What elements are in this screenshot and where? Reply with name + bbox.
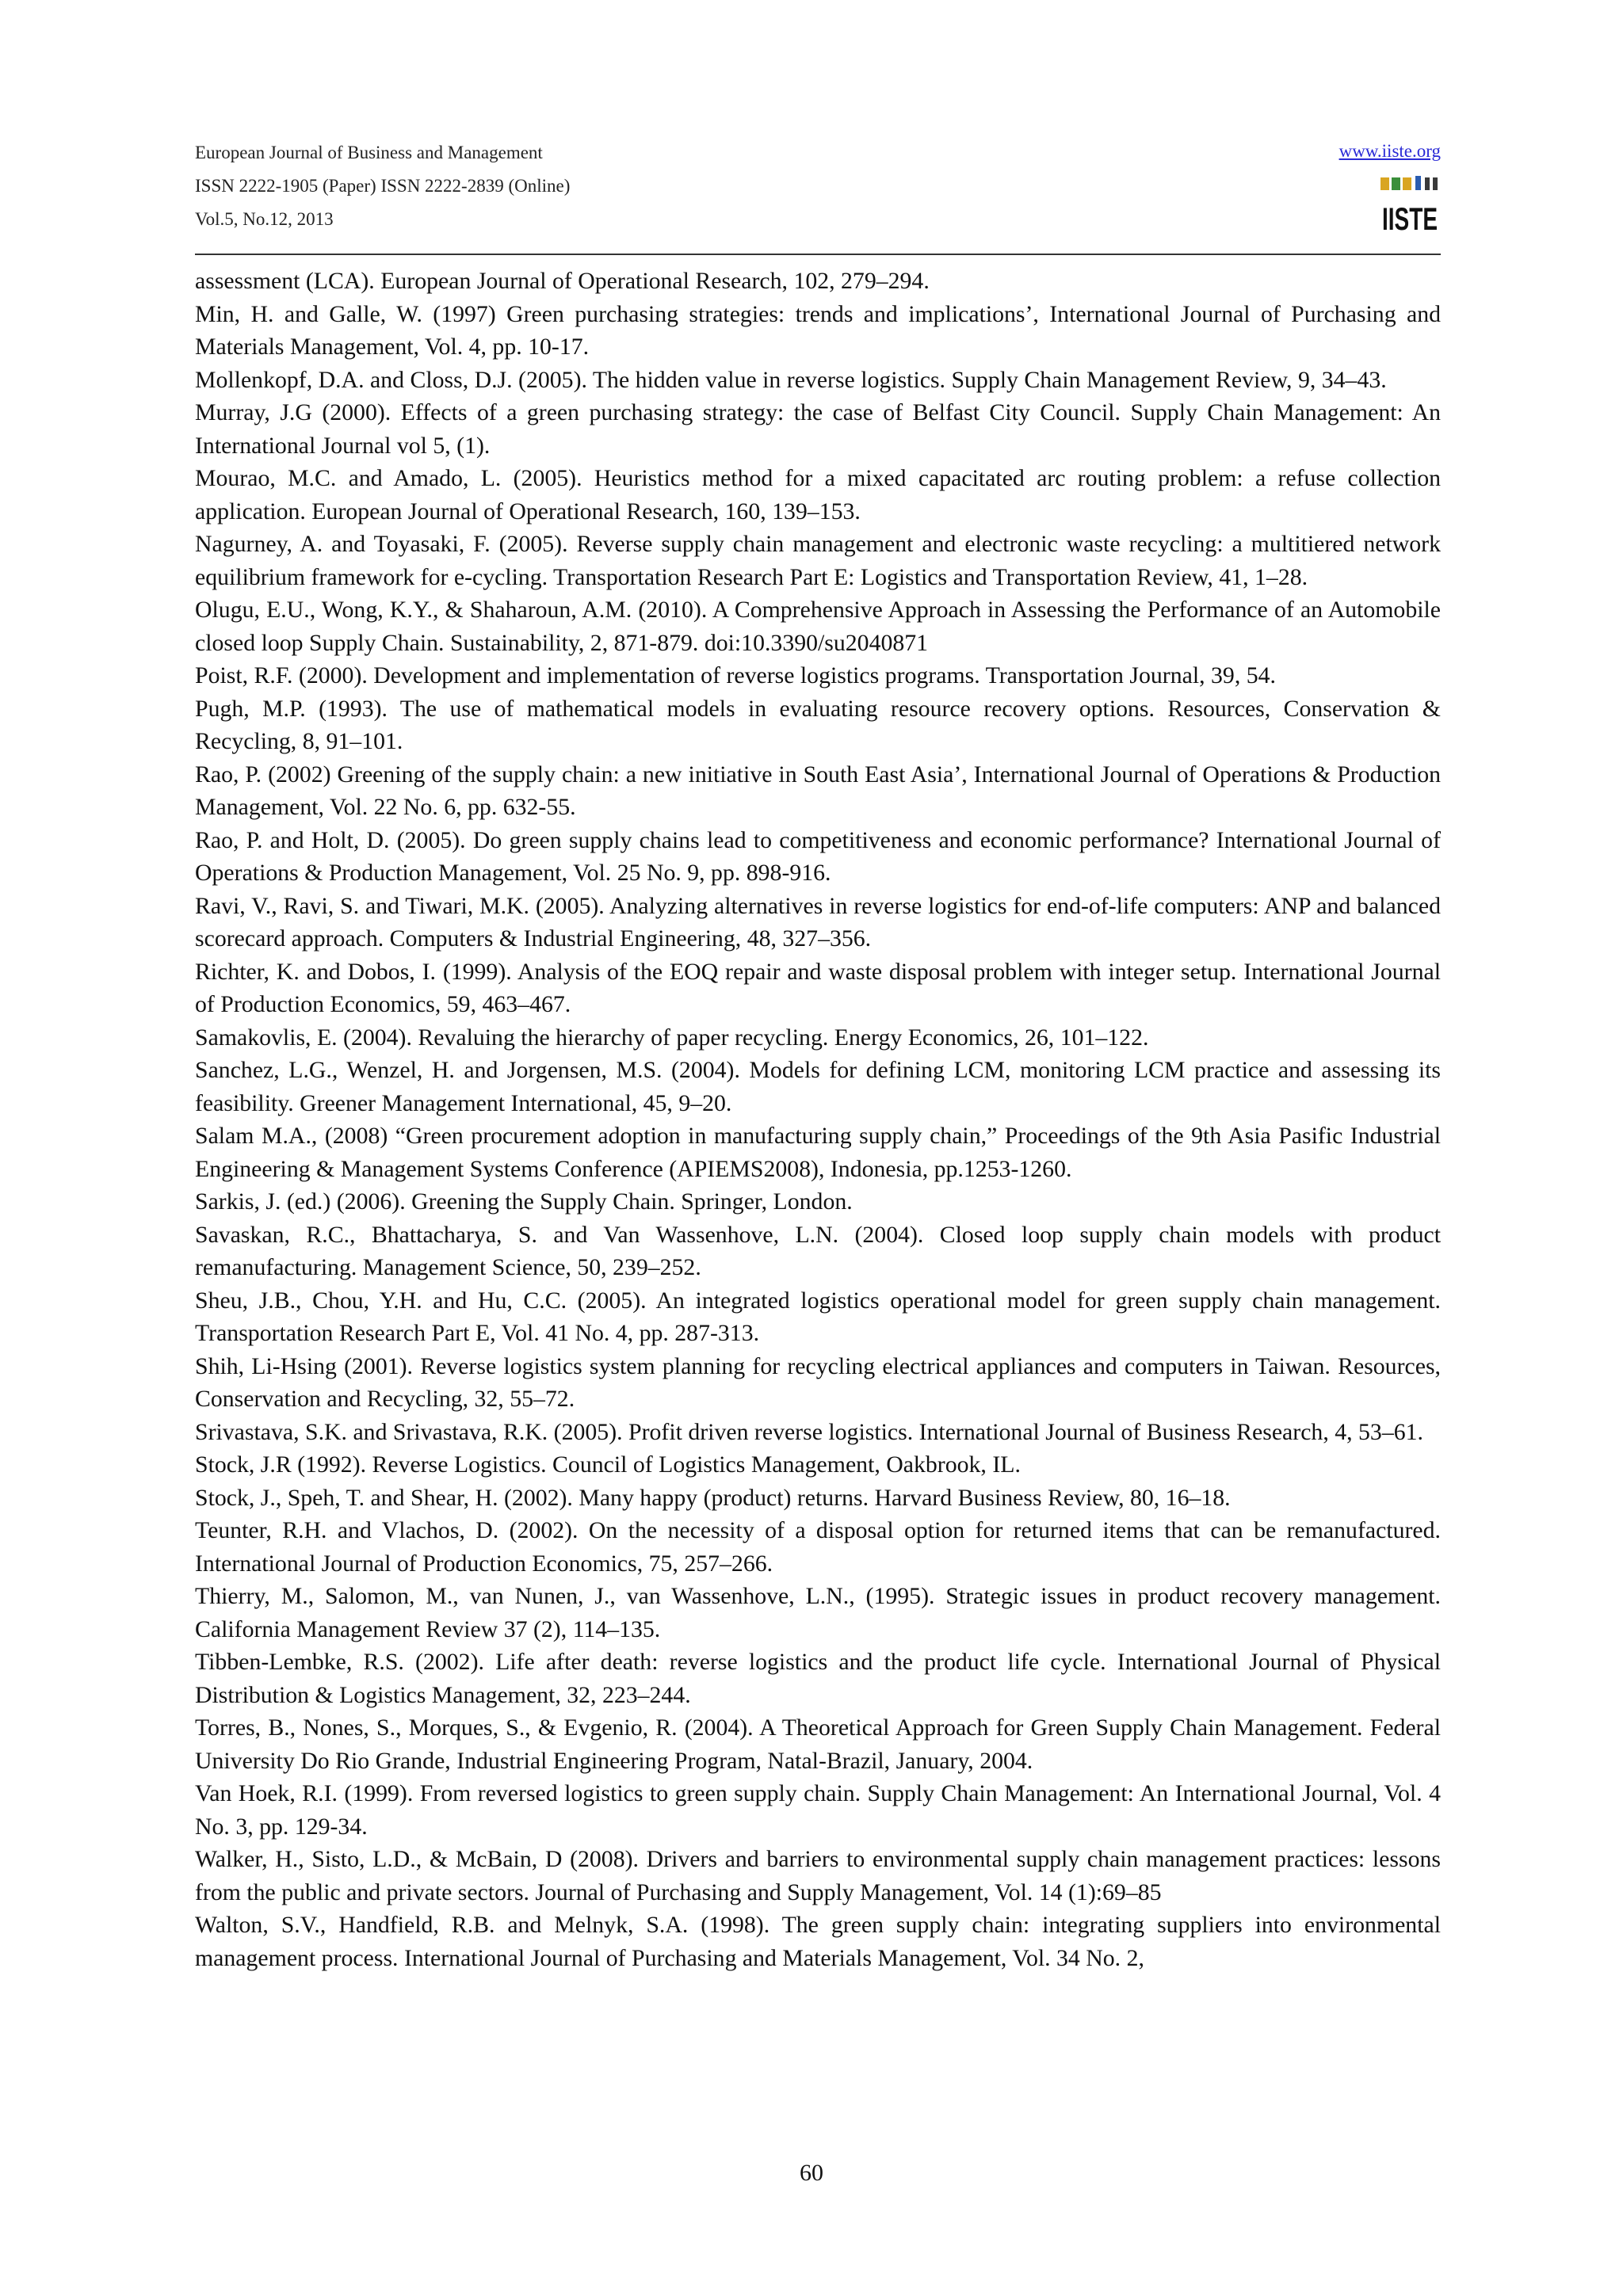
reference-item: Olugu, E.U., Wong, K.Y., & Shaharoun, A.M. (2010). A Comprehensive Approach in Assessing the Performance of an Automobile closed loop Supply Chain. Sustainability, 2, 871-879. doi:10.3390/su2040871 [195,597,1441,656]
reference-item: Mollenkopf, D.A. and Closs, D.J. (2005). The hidden value in reverse logistics. Supply Chain Management Review, 9, 34–43. [195,366,1387,393]
iiste-logo [1381,176,1439,235]
reference-item: Pugh, M.P. (1993). The use of mathematical models in evaluating resource recovery options. Resources, Conservation & Recycling, 8, 91–101. [195,695,1441,754]
reference-item: Thierry, M., Salomon, M., van Nunen, J., van Wassenhove, L.N., (1995). Strategic issues in product recovery management. California Management Review 37 (2), 114–135. [195,1583,1441,1642]
reference-list [195,265,1441,1974]
reference-item: Torres, B., Nones, S., Morques, S., & Evgenio, R. (2004). A Theoretical Approach for Green Supply Chain Management. Federal University Do Rio Grande, Industrial Engineering Program, Natal-Brazil, January, 2004. [195,1714,1441,1774]
reference-item: Rao, P. and Holt, D. (2005). Do green supply chains lead to competitiveness and economic performance? International Journal of Operations & Production Management, Vol. 25 No. 9, pp. 898-916. [195,826,1441,886]
reference-item: Samakovlis, E. (2004). Revaluing the hierarchy of paper recycling. Energy Economics, 26, 101–122. [195,1024,1149,1051]
page-number: 60 [800,2160,823,2186]
reference-item: Teunter, R.H. and Vlachos, D. (2002). On the necessity of a disposal option for returned items that can be remanufactured. International Journal of Production Economics, 75, 257–266. [195,1517,1441,1577]
reference-item: Salam M.A., (2008) “Green procurement adoption in manufacturing supply chain,” Proceedings of the 9th Asia Pasific Industrial Engineering & Management Systems Conference (APIEMS2008), Indonesia, pp.1253-1260. [195,1123,1441,1182]
reference-item: Stock, J., Speh, T. and Shear, H. (2002). Many happy (product) returns. Harvard Business Review, 80, 16–18. [195,1484,1231,1511]
logo-wordmark: IISTE [1382,202,1438,237]
reference-item: Shih, Li-Hsing (2001). Reverse logistics system planning for recycling electrical appliances and computers in Taiwan. Resources, Conservation and Recycling, 32, 55–72. [195,1352,1441,1412]
header-rule [195,254,1441,255]
reference-item: Van Hoek, R.I. (1999). From reversed logistics to green supply chain. Supply Chain Management: An International Journal, Vol. 4 No. 3, pp. 129-34. [195,1780,1441,1840]
reference-item: Savaskan, R.C., Bhattacharya, S. and Van Wassenhove, L.N. (2004). Closed loop supply chain models with product remanufacturing. Management Science, 50, 239–252. [195,1221,1441,1280]
reference-item: Mourao, M.C. and Amado, L. (2005). Heuristics method for a mixed capacitated arc routing problem: a refuse collection application. European Journal of Operational Research, 160, 139–153. [195,465,1441,524]
reference-item: Walker, H., Sisto, L.D., & McBain, D (2008). Drivers and barriers to environmental supply chain management practices: lessons from the public and private sectors. Journal of Purchasing and Supply Management, Vol. 14 (1):69–85 [195,1846,1441,1905]
reference-item: Tibben-Lembke, R.S. (2002). Life after death: reverse logistics and the product life cycle. International Journal of Physical Distribution & Logistics Management, 32, 223–244. [195,1649,1441,1708]
reference-item: Murray, J.G (2000). Effects of a green purchasing strategy: the case of Belfast City Council. Supply Chain Management: An International Journal vol 5, (1). [195,399,1441,459]
reference-item: Walton, S.V., Handfield, R.B. and Melnyk, S.A. (1998). The green supply chain: integrating suppliers into environmental management process. International Journal of Purchasing and Materials Management, Vol. 34 No. 2, [195,1912,1441,1971]
page-header [195,133,1441,244]
reference-item: Srivastava, S.K. and Srivastava, R.K. (2005). Profit driven reverse logistics. International Journal of Business Research, 4, 53–61. [195,1418,1423,1445]
reference-item: Rao, P. (2002) Greening of the supply chain: a new initiative in South East Asia’, International Journal of Operations & Production Management, Vol. 22 No. 6, pp. 632-55. [195,761,1441,820]
volume-line: Vol.5, No.12, 2013 [195,209,334,229]
reference-item: Min, H. and Galle, W. (1997) Green purchasing strategies: trends and implications’, International Journal of Purchasing and Materials Management, Vol. 4, pp. 10-17. [195,300,1441,360]
reference-item: Richter, K. and Dobos, I. (1999). Analysis of the EOQ repair and waste disposal problem with integer setup. International Journal of Production Economics, 59, 463–467. [195,958,1441,1017]
reference-item: Sanchez, L.G., Wenzel, H. and Jorgensen, M.S. (2004). Models for defining LCM, monitoring LCM practice and assessing its feasibility. Greener Management International, 45, 9–20. [195,1057,1441,1116]
reference-item: Poist, R.F. (2000). Development and implementation of reverse logistics programs. Transportation Journal, 39, 54. [195,662,1276,688]
journal-title: European Journal of Business and Management [195,143,543,162]
reference-item: Sarkis, J. (ed.) (2006). Greening the Supply Chain. Springer, London. [195,1188,853,1215]
reference-item: Ravi, V., Ravi, S. and Tiwari, M.K. (2005). Analyzing alternatives in reverse logistics for end-of-life computers: ANP and balanced scorecard approach. Computers & Industrial Engineering, 48, 327–356. [195,892,1441,952]
reference-item: assessment (LCA). European Journal of Operational Research, 102, 279–294. [195,268,930,294]
issn-line: ISSN 2222-1905 (Paper) ISSN 2222-2839 (Online) [195,176,571,196]
reference-item: Stock, J.R (1992). Reverse Logistics. Council of Logistics Management, Oakbrook, IL. [195,1451,1021,1478]
reference-item: Nagurney, A. and Toyasaki, F. (2005). Reverse supply chain management and electronic waste recycling: a multitiered network equilibrium framework for e-cycling. Transportation Research Part E: Logistics and Transportation Review, 41, 1–28. [195,531,1441,590]
reference-item: Sheu, J.B., Chou, Y.H. and Hu, C.C. (2005). An integrated logistics operational model for green supply chain management. Transportation Research Part E, Vol. 41 No. 4, pp. 287-313. [195,1287,1441,1346]
journal-url-link[interactable]: www.iiste.org [1338,141,1441,161]
